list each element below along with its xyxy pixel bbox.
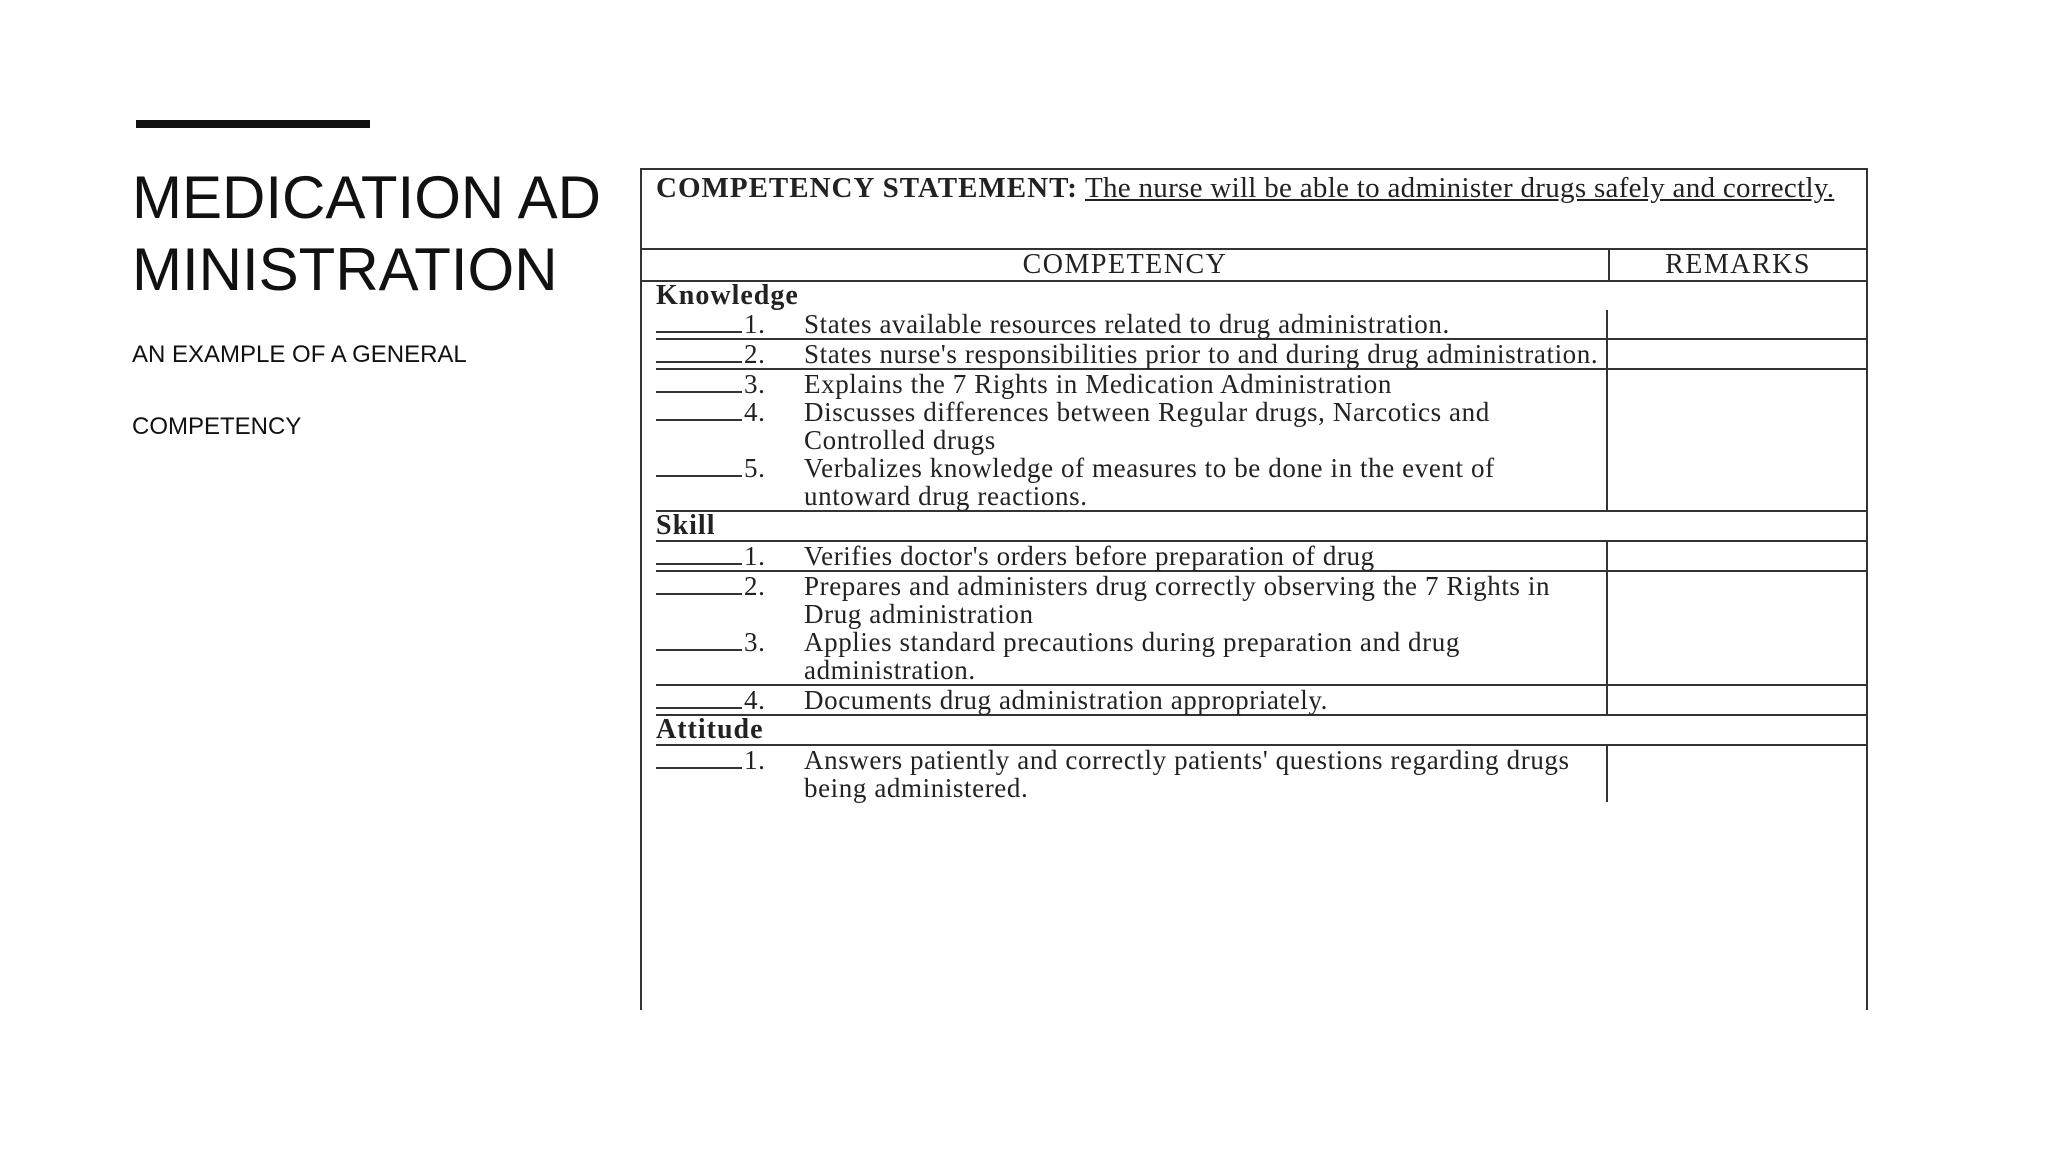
- statement-label: COMPETENCY STATEMENT:: [656, 172, 1078, 204]
- remarks-cell: [1608, 572, 1866, 684]
- item-text: Discusses differences between Regular drugs, Narcotics and Controlled drugs: [804, 397, 1490, 455]
- check-blank: [656, 707, 742, 709]
- competency-cell: [656, 686, 1608, 714]
- list-item: [656, 572, 1606, 628]
- item-number: 4.: [744, 397, 766, 427]
- remarks-cell: [1608, 340, 1866, 368]
- table-row: [656, 540, 1866, 572]
- slide-title: MEDICATION ADMINISTRATION: [132, 164, 601, 303]
- competency-cell: [656, 370, 1608, 510]
- competency-cell: [656, 340, 1608, 368]
- title-accent-bar: [136, 120, 370, 128]
- item-text: Documents drug administration appropriately.: [804, 685, 1329, 715]
- list-item: [656, 746, 1606, 802]
- competency-cell: [656, 542, 1608, 570]
- check-blank: [656, 419, 742, 421]
- list-item: [656, 310, 1606, 338]
- item-text: States available resources related to drug administration.: [804, 309, 1450, 339]
- competency-statement: [642, 170, 1866, 250]
- table-row: [656, 340, 1866, 370]
- item-text: Verifies doctor's orders before preparation of drug: [804, 541, 1375, 571]
- column-header-competency: COMPETENCY: [642, 250, 1610, 280]
- statement-text: The nurse will be able to administer drugs safely and correctly.: [1084, 172, 1835, 204]
- competency-cell: [656, 746, 1608, 802]
- table-row: [656, 310, 1866, 340]
- item-text: Verbalizes knowledge of measures to be done in the event of untoward drug reactions.: [804, 453, 1495, 511]
- competency-cell: [656, 310, 1608, 338]
- remarks-cell: [1608, 542, 1866, 570]
- check-blank: [656, 563, 742, 565]
- table-row: [656, 686, 1866, 716]
- slide-subtitle: AN EXAMPLE OF A GENERAL COMPETENCY: [132, 341, 466, 440]
- item-number: 1.: [744, 309, 766, 339]
- section-heading-knowledge: Knowledge: [656, 280, 799, 311]
- item-number: 3.: [744, 369, 766, 399]
- list-item: [656, 628, 1606, 684]
- table-row: [656, 572, 1866, 686]
- item-number: 4.: [744, 685, 766, 715]
- item-number: 1.: [744, 541, 766, 571]
- item-number: 5.: [744, 453, 766, 483]
- item-text: Explains the 7 Rights in Medication Administration: [804, 369, 1392, 399]
- list-item: [656, 686, 1606, 714]
- list-item: [656, 340, 1606, 368]
- competency-table-image: [640, 168, 1868, 1010]
- column-header-remarks: REMARKS: [1665, 249, 1811, 280]
- check-blank: [656, 391, 742, 393]
- table-header: [642, 250, 1866, 282]
- table-row: [656, 370, 1866, 512]
- remarks-cell: [1608, 370, 1866, 510]
- item-number: 1.: [744, 745, 766, 775]
- remarks-cell: [1608, 310, 1866, 338]
- remarks-cell: [1608, 746, 1866, 802]
- item-text: Prepares and administers drug correctly observing the 7 Rights in Drug administration: [804, 571, 1551, 629]
- item-text: Answers patiently and correctly patients' questions regarding drugs being administered.: [804, 745, 1570, 803]
- item-text: States nurse's responsibilities prior to and during drug administration.: [804, 339, 1599, 369]
- remarks-cell: [1608, 686, 1866, 714]
- check-blank: [656, 361, 742, 363]
- table-row: [656, 744, 1866, 802]
- check-blank: [656, 331, 742, 333]
- check-blank: [656, 649, 742, 651]
- list-item: [656, 542, 1606, 570]
- item-number: 2.: [744, 571, 766, 601]
- list-item: [656, 370, 1606, 398]
- section-heading-attitude: Attitude: [656, 714, 764, 745]
- check-blank: [656, 767, 742, 769]
- item-number: 2.: [744, 339, 766, 369]
- competency-cell: [656, 572, 1608, 684]
- check-blank: [656, 593, 742, 595]
- check-blank: [656, 475, 742, 477]
- item-text: Applies standard precautions during preparation and drug administration.: [804, 627, 1460, 685]
- slide-title-block: [132, 162, 602, 450]
- list-item: [656, 398, 1606, 454]
- item-number: 3.: [744, 627, 766, 657]
- section-heading-skill: Skill: [656, 510, 716, 541]
- list-item: [656, 454, 1606, 510]
